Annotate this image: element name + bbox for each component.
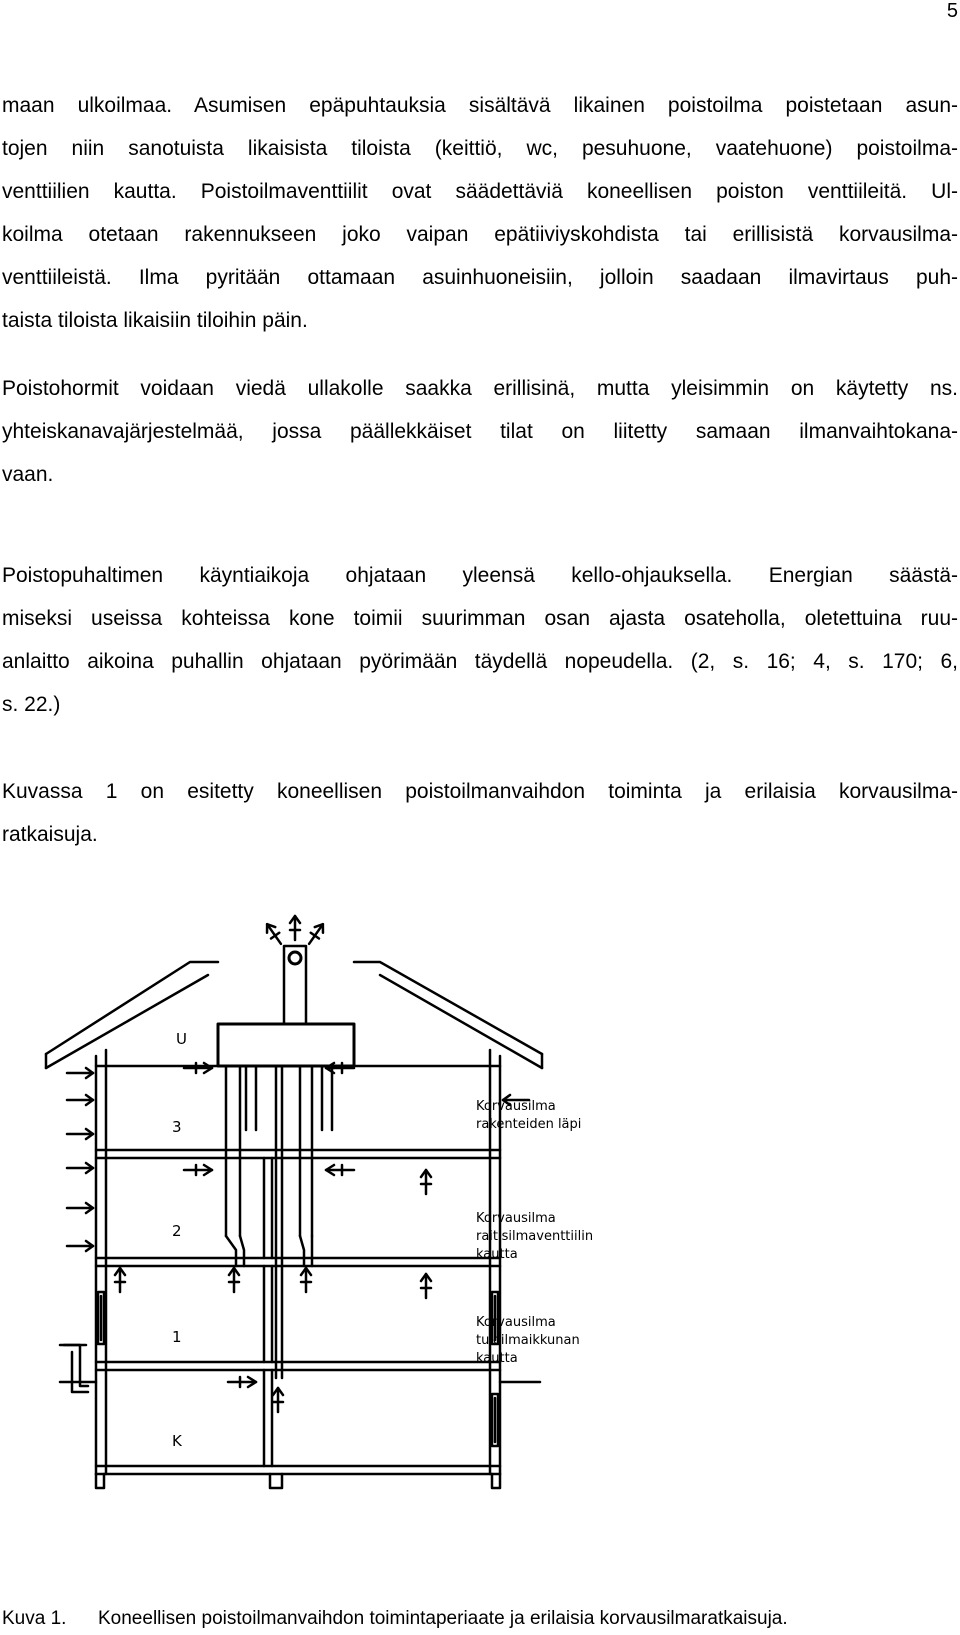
text-line: tojen niin sanotuista likaisista tiloista (keittiö, wc, pesuhuone, vaatehuone) poistoilma- — [2, 137, 958, 160]
text-line: vaan. — [2, 463, 54, 486]
roof — [46, 962, 542, 1068]
figure-caption — [2, 1608, 788, 1630]
exhaust-arrows — [263, 916, 327, 947]
annotation-3-line-3: kautta — [476, 1351, 518, 1366]
floor-label-1: 1 — [172, 1328, 182, 1346]
text-line: anlaitto aikoina puhallin ohjataan pyörimään täydellä nopeudella. (2, s. 16; 4, s. 170; 6, — [2, 650, 958, 673]
text-line: venttiilien kautta. Poistoilmaventtiilit ovat säädettäviä koneellisen poiston venttiileitä. Ul- — [2, 180, 958, 203]
annotation-3-line-2: tuloilmaikkunan — [476, 1333, 580, 1348]
annotation-1-line-2: rakenteiden läpi — [476, 1117, 582, 1132]
transfer-arrows — [184, 1063, 354, 1387]
paragraph-2 — [2, 367, 958, 496]
floor-label-attic: U — [176, 1030, 187, 1048]
annotation-2-line-3: kautta — [476, 1247, 518, 1262]
page-number: 5 — [946, 0, 958, 22]
caption-number: Kuva 1. — [2, 1608, 67, 1629]
floor-label-3: 3 — [172, 1118, 182, 1136]
annotations — [476, 1099, 593, 1366]
text-line: ratkaisuja. — [2, 823, 98, 846]
floor-label-2: 2 — [172, 1222, 182, 1240]
basement-intake-pipe — [60, 1345, 88, 1392]
foundation — [96, 1474, 500, 1488]
caption-text: Koneellisen poistoilmanvaihdon toimintaperiaate ja erilaisia korvausilmaratkaisuja. — [98, 1608, 788, 1629]
text-line: maan ulkoilmaa. Asumisen epäpuhtauksia sisältävä likainen poistoilma poistetaan asun- — [2, 94, 958, 117]
exhaust-ducts — [226, 1066, 332, 1378]
text-line: koilma otetaan rakennukseen joko vaipan epätiiviyskohdista tai erillisistä korvausilma- — [2, 223, 958, 246]
text-line: Poistopuhaltimen käyntiaikoja ohjataan yleensä kello-ohjauksella. Energian säästä- — [2, 564, 958, 587]
text-line: Kuvassa 1 on esitetty koneellisen poistoilmanvaihdon toiminta ja erilaisia korvausilma- — [2, 780, 958, 803]
floor-labels — [172, 1118, 183, 1450]
exhaust-intake-arrows — [229, 1268, 311, 1412]
ventilation-diagram — [0, 900, 960, 1600]
annotation-3-line-1: Korvausilma — [476, 1315, 556, 1330]
annotation-1-line-1: Korvausilma — [476, 1099, 556, 1114]
text-line: venttiileistä. Ilma pyritään ottamaan asuinhuoneisiin, jolloin saadaan ilmavirtaus puh- — [2, 266, 958, 289]
text-line: taista tiloista likaisiin tiloihin päin. — [2, 309, 308, 332]
text-line: Poistohormit voidaan viedä ullakolle saakka erillisinä, mutta yleisimmin on käytetty ns. — [2, 377, 958, 400]
text-line: yhteiskanavajärjestelmää, jossa päällekkäiset tilat on liitetty samaan ilmanvaihtokana- — [2, 420, 958, 443]
text-line: miseksi useissa kohteissa kone toimii suurimman osan ajasta osateholla, oletettuina ruu- — [2, 607, 958, 630]
annotation-2-line-1: Korvausilma — [476, 1211, 556, 1226]
paragraph-4 — [2, 770, 958, 856]
text-line: s. 22.) — [2, 693, 61, 716]
exhaust-fan-unit — [218, 1024, 354, 1066]
building-walls — [96, 1050, 500, 1474]
paragraph-3 — [2, 554, 958, 726]
infiltration-arrows — [67, 1068, 529, 1251]
interior-partitions — [264, 1158, 272, 1466]
paragraph-1 — [2, 84, 958, 342]
chimney — [284, 946, 306, 1024]
floor-label-basement: K — [172, 1432, 182, 1450]
annotation-2-line-2: raitisilmaventtiilin — [476, 1229, 594, 1244]
